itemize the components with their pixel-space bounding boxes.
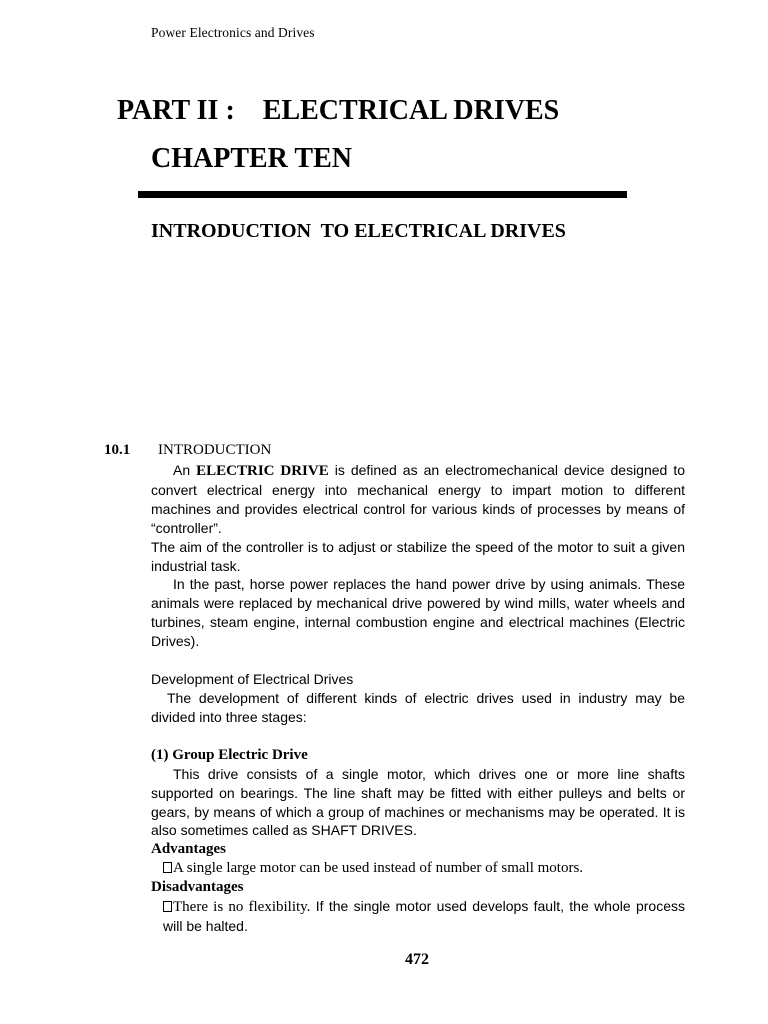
paragraph-definition xyxy=(151,461,685,538)
paragraph-development: The development of different kinds of electric drives used in industry may be divided into three stages: xyxy=(151,689,685,725)
disadvantage-lead: There is no flexibility. xyxy=(173,899,311,916)
advantages-heading: Advantages xyxy=(151,841,227,858)
part-title: PART II : ELECTRICAL DRIVES xyxy=(117,95,560,126)
paragraph-group-drive: This drive consists of a single motor, which drives one or more line shafts supported on bearings. The line shaft may be fitted with either pulleys and belts or gears, by means of which a group of machines or mechanisms may be operated. It is also sometimes called as SHAFT DRIVES. xyxy=(151,765,685,839)
spacer xyxy=(151,651,685,670)
paragraph-controller: The aim of the controller is to adjust or stabilize the speed of the motor to suit a given industrial task. xyxy=(151,538,685,574)
development-heading: Development of Electrical Drives xyxy=(151,671,354,688)
advantage-item xyxy=(151,859,685,878)
chapter-subtitle: INTRODUCTION TO ELECTRICAL DRIVES xyxy=(151,220,566,242)
running-header: Power Electronics and Drives xyxy=(151,25,315,40)
advantage-text: A single large motor can be used instead of number of small motors. xyxy=(173,860,584,877)
section-number: 10.1 xyxy=(104,442,131,458)
disadvantage-text: If the single motor used develops fault, the whole process will be halted. xyxy=(163,898,685,934)
disadvantage-item xyxy=(151,897,685,936)
disadvantages-heading: Disadvantages xyxy=(151,879,244,896)
section-title: INTRODUCTION xyxy=(158,442,272,458)
paragraph-history: In the past, horse power replaces the hand power drive by using animals. These animals were replaced by mechanical drive powered by wind mills, water wheels and turbines, steam engine, internal combustion engine and electrical machines (Electric Drives). xyxy=(151,576,685,650)
title-divider xyxy=(138,191,627,198)
text-run: is defined as an electromechanical device designed to convert electrical energy into mechanical energy to impart motion to different machines and provides electrical control for various kinds of processes by means of “controller”. xyxy=(151,462,686,536)
spacer xyxy=(151,727,685,746)
bullet-box-icon xyxy=(163,862,172,873)
bullet-box-icon xyxy=(163,901,172,912)
page-number: 472 xyxy=(405,951,429,968)
term-electric-drive: ELECTRIC DRIVE xyxy=(196,463,329,479)
group-drive-heading: (1) Group Electric Drive xyxy=(151,746,308,763)
text-run: An xyxy=(173,462,197,478)
chapter-title: CHAPTER TEN xyxy=(151,143,352,174)
body-text xyxy=(151,461,685,936)
